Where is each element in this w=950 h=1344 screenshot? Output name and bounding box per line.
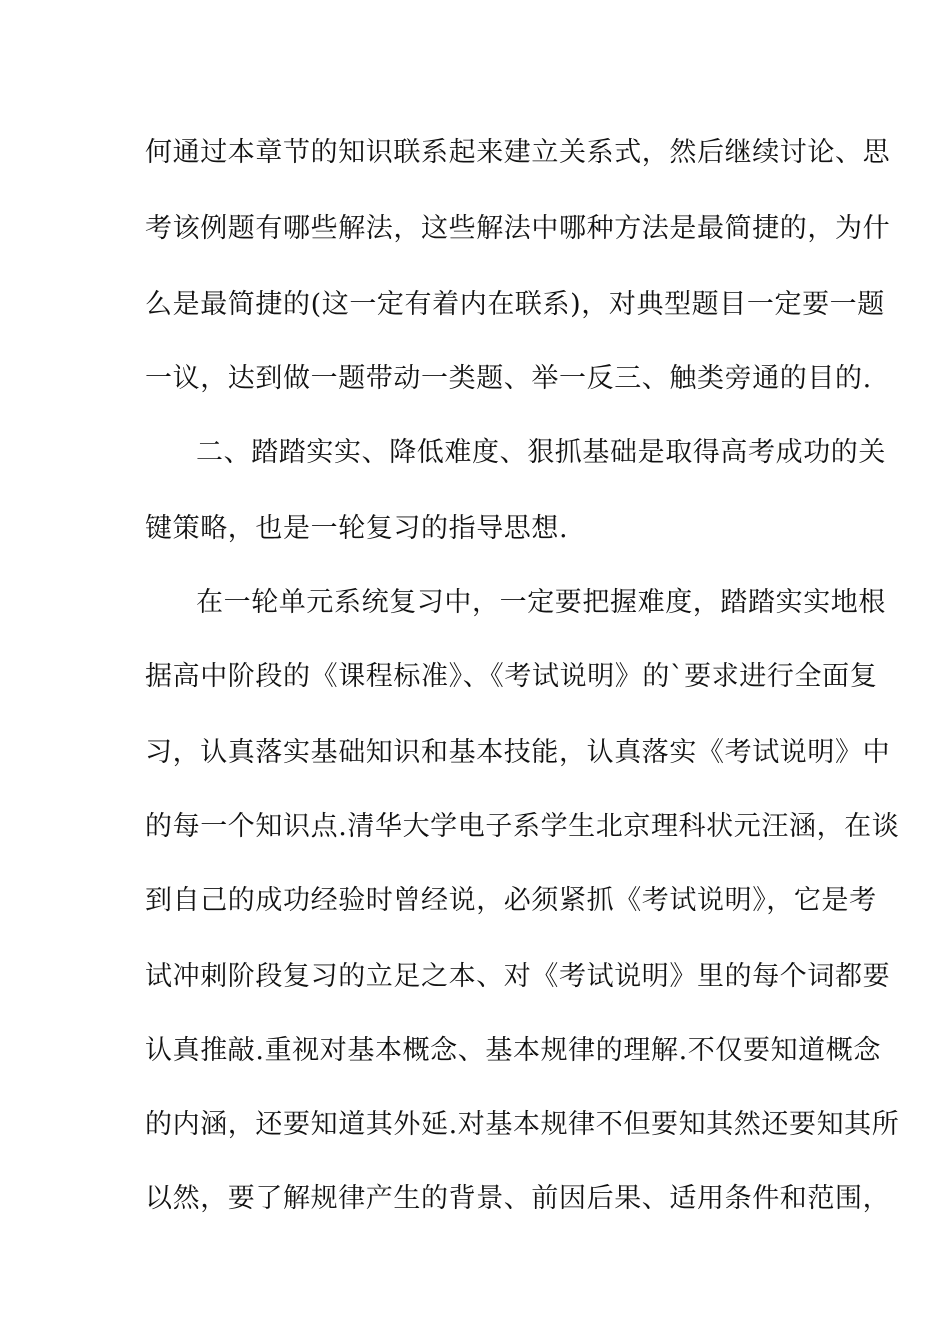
text-line: 考该例题有哪些解法，这些解法中哪种方法是最简捷的，为什 — [145, 213, 891, 244]
text-line: 认真推敲.重视对基本概念、基本规律的理解.不仅要知道概念 — [145, 1035, 881, 1066]
text-line: 何通过本章节的知识联系起来建立关系式，然后继续讨论、思 — [145, 137, 891, 168]
text-line: 么是最简捷的(这一定有着内在联系)，对典型题目一定要一题 — [145, 289, 885, 320]
text-line: 到自己的成功经验时曾经说，必须紧抓《考试说明》，它是考 — [145, 885, 877, 916]
text-line: 以然，要了解规律产生的背景、前因后果、适用条件和范围， — [145, 1183, 891, 1214]
paragraph-heading-line: 二、踏踏实实、降低难度、狠抓基础是取得高考成功的关 — [196, 437, 886, 468]
text-line: 一议，达到做一题带动一类题、举一反三、触类旁通的目的. — [145, 363, 872, 394]
text-line: 键策略，也是一轮复习的指导思想. — [145, 513, 569, 544]
text-line: 的内涵，还要知道其外延.对基本规律不但要知其然还要知其所 — [145, 1109, 900, 1140]
text-line: 试冲刺阶段复习的立足之本、对《考试说明》里的每个词都要 — [145, 961, 891, 992]
paragraph-first-line: 在一轮单元系统复习中，一定要把握难度，踏踏实实地根 — [196, 587, 886, 618]
text-line: 的每一个知识点.清华大学电子系学生北京理科状元汪涵，在谈 — [145, 811, 900, 842]
text-line: 据高中阶段的《课程标准》、《考试说明》的`要求进行全面复 — [145, 661, 878, 692]
text-line: 习，认真落实基础知识和基本技能，认真落实《考试说明》中 — [145, 737, 891, 768]
